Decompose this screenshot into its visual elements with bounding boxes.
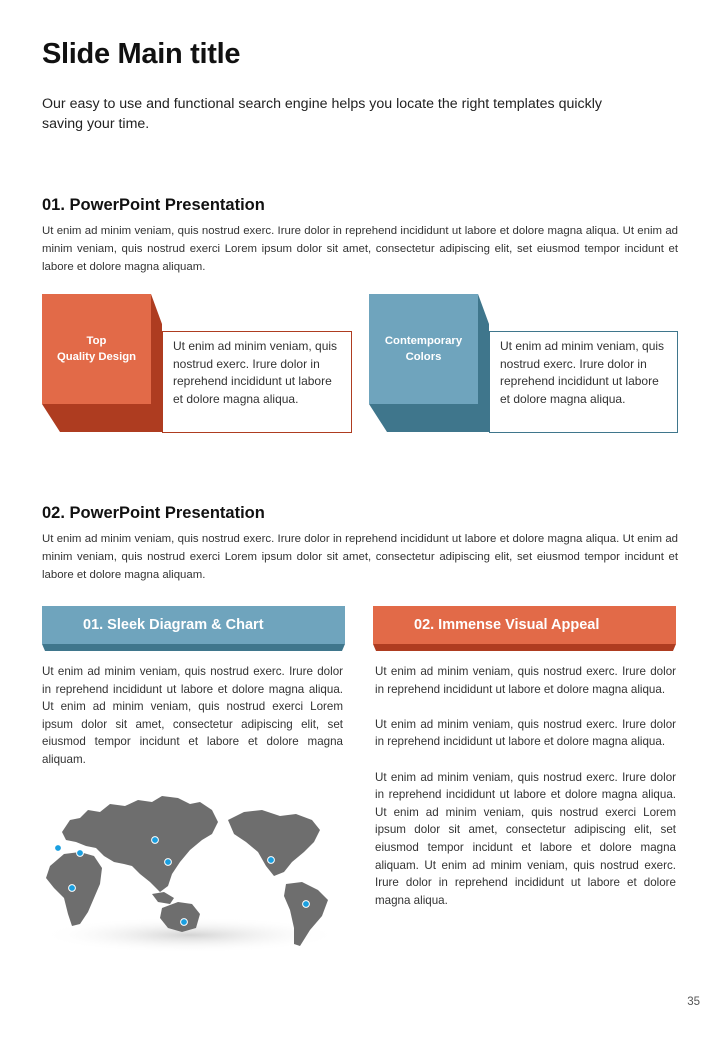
banner-visual-appeal bbox=[373, 606, 676, 651]
banner-shadow bbox=[42, 644, 345, 651]
box-label-line2: Quality Design bbox=[56, 351, 137, 363]
box-label-line1: Contemporary bbox=[384, 335, 463, 347]
left-column-text: Ut enim ad minim veniam, quis nostrud exerc. Irure dolor in reprehend incididunt ut labore et dolore magna aliqua. Ut enim ad minim veniam, quis nostrud exerci Lorem ipsum dolor sit amet, consectetur adipiscing elit, set eiusmod tempor incidunt et labore et dolore magna aliquam. bbox=[42, 665, 343, 766]
section1-body: Ut enim ad minim veniam, quis nostrud exerc. Irure dolor in reprehend incididunt ut labore et dolore magna aliqua. Ut enim ad minim veniam, quis nostrud exerci Lorem ipsum dolor sit amet, consectetur adipiscing elit, set eiusmod tempor incidunt et labore et dolore magna aliquam. bbox=[42, 225, 678, 273]
box-label-line2: Colors bbox=[405, 351, 442, 363]
map-pin bbox=[69, 885, 76, 892]
box-text: Ut enim ad minim veniam, quis nostrud exerc. Irure dolor in reprehend incididunt ut labore et dolore magna aliqua. bbox=[489, 331, 678, 433]
banner-sleek-diagram bbox=[42, 606, 345, 651]
map-pin bbox=[152, 837, 159, 844]
map-pin bbox=[77, 850, 84, 857]
box-label-line1: Top bbox=[86, 335, 107, 347]
banner-label: 01. Sleek Diagram & Chart bbox=[42, 606, 345, 644]
box-text: Ut enim ad minim veniam, quis nostrud exerc. Irure dolor in reprehend incididunt ut labore et dolore magna aliqua. bbox=[162, 331, 352, 433]
map-pin bbox=[268, 857, 275, 864]
right-paragraph: Ut enim ad minim veniam, quis nostrud exerc. Irure dolor in reprehend incididunt ut labore et dolore magna aliqua. bbox=[375, 665, 676, 696]
right-column-text bbox=[375, 663, 676, 927]
map-pin bbox=[303, 901, 310, 908]
feature-box-colors bbox=[369, 294, 679, 434]
feature-box-quality bbox=[42, 294, 352, 434]
map-pin bbox=[55, 845, 62, 852]
north-america-shape bbox=[228, 810, 320, 876]
box-label bbox=[42, 294, 151, 404]
right-paragraph: Ut enim ad minim veniam, quis nostrud exerc. Irure dolor in reprehend incididunt ut labore et dolore magna aliqua. bbox=[375, 717, 676, 749]
map-pin bbox=[165, 859, 172, 866]
right-paragraph: Ut enim ad minim veniam, quis nostrud exerc. Irure dolor in reprehend incididunt ut labore et dolore magna aliqua. Ut enim ad minim veniam, quis nostrud exerci Lorem ipsum dolor sit amet, consectetur adipiscing elit, set eiusmod tempor incidunt et labore et dolore magna aliquam. Ut enim ad minim veniam, quis nostrud exerc. Irure dolor in reprehend incididunt ut labore et dolore magna aliqua. bbox=[375, 770, 676, 907]
page-subtitle: Our easy to use and functional search engine helps you locate the right templates quickly saving your time. bbox=[42, 96, 602, 132]
banner-shadow bbox=[373, 644, 676, 651]
page-title: Slide Main title bbox=[42, 38, 241, 70]
map-pin bbox=[181, 919, 188, 926]
box-label bbox=[369, 294, 478, 404]
seasia-shape bbox=[152, 892, 174, 904]
banner-label: 02. Immense Visual Appeal bbox=[373, 606, 676, 644]
page-number: 35 bbox=[687, 996, 700, 1008]
section2-heading: 02. PowerPoint Presentation bbox=[42, 504, 265, 522]
section1-heading: 01. PowerPoint Presentation bbox=[42, 196, 265, 214]
section2-body: Ut enim ad minim veniam, quis nostrud exerc. Irure dolor in reprehend incididunt ut labore et dolore magna aliqua. Ut enim ad minim veniam, quis nostrud exerci Lorem ipsum dolor sit amet, consectetur adipiscing elit, set eiusmod tempor incidunt et labore et dolore magna aliquam. bbox=[42, 533, 678, 581]
world-map-icon bbox=[40, 790, 345, 960]
